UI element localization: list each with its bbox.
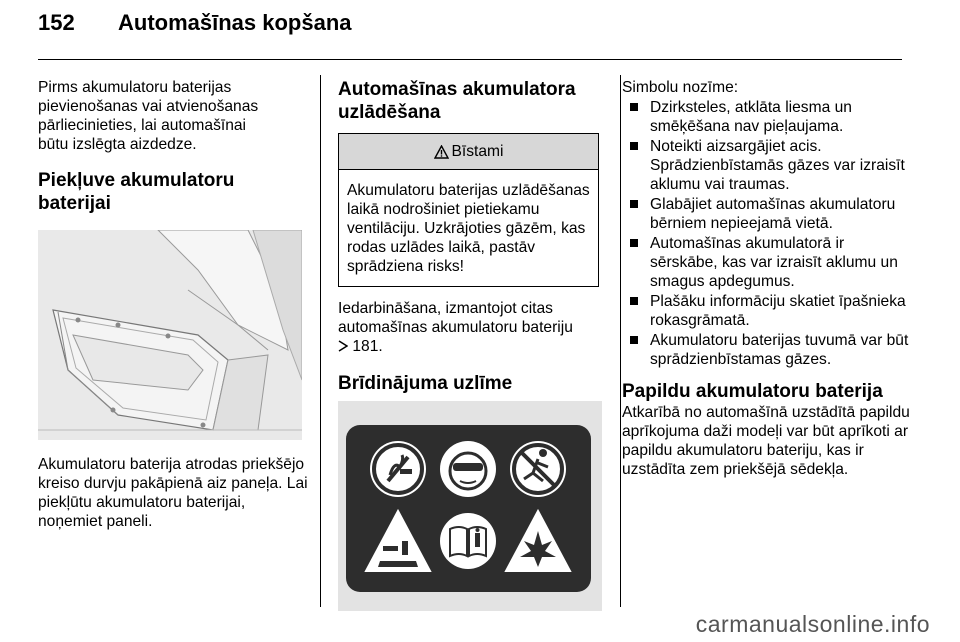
list-item: Glabājiet automašīnas akumulatoru bērniem nepieejamā vietā. — [622, 195, 912, 233]
column-divider — [620, 75, 621, 607]
column-1 — [38, 78, 308, 531]
page-number: 152 — [38, 10, 75, 35]
column-3 — [622, 78, 912, 479]
section-heading-access: Piekļuve akumulatoru baterijai — [38, 170, 235, 214]
header-rule — [38, 59, 902, 60]
danger-title: Bīstami — [451, 143, 504, 160]
danger-box — [338, 133, 599, 287]
jump-start-reference — [338, 299, 608, 356]
bullet-icon — [630, 142, 638, 150]
read-manual-icon — [440, 513, 496, 569]
section-heading-aux-battery: Papildu akumulatoru baterija — [622, 381, 883, 402]
illustration-caption: Akumulatoru baterija atrodas priekšējo kreiso durvju pakāpienā aiz paneļa. Lai piekļūtu akumulatoru baterijai, noņemiet paneli. — [38, 456, 308, 530]
warning-triangle-icon — [434, 145, 449, 159]
page-title: Automašīnas kopšana — [118, 10, 352, 35]
bullet-icon — [630, 336, 638, 344]
list-item: Automašīnas akumulatorā ir sērskābe, kas var izraisīt aklumu un smagus apdegumus. — [622, 234, 912, 291]
no-open-flame-icon — [370, 441, 426, 497]
jump-start-text: Iedarbināšana, izmantojot citas automašīnas akumulatoru bateriju — [338, 300, 573, 336]
page-reference-arrow-icon — [338, 340, 348, 352]
intro-paragraph: Pirms akumulatoru baterijas pievienošanas vai atvienošanas pārliecinieties, lai automašīnai būtu izslēgta aizdedze. — [38, 79, 259, 153]
list-item: Akumulatoru baterijas tuvumā var būt sprādzienbīstamas gāzes. — [622, 331, 912, 369]
warning-label-image — [338, 401, 602, 611]
section-heading-label: Brīdinājuma uzlīme — [338, 373, 513, 394]
page-reference-link[interactable]: 181. — [352, 338, 383, 355]
step-panel-illustration — [38, 230, 302, 440]
section-heading-charging: Automašīnas akumulatora uzlādēšana — [338, 79, 576, 123]
bullet-icon — [630, 239, 638, 247]
bullet-icon — [630, 200, 638, 208]
danger-box-header — [339, 134, 598, 170]
list-item: Noteikti aizsargājiet acis. Sprādzienbīstamās gāzes var izraisīt aklumu vai traumas. — [622, 137, 912, 194]
aux-battery-text: Atkarībā no automašīnā uzstādītā papildu aprīkojuma daži modeļi var būt aprīkoti ar papildu akumulatoru bateriju, kas ir uzstādīta zem priekšējā sēdekļa. — [622, 404, 910, 478]
keep-away-children-icon — [510, 441, 566, 497]
watermark: carmanualsonline.info — [695, 611, 930, 637]
bullet-icon — [630, 103, 638, 111]
list-item: Dzirksteles, atklāta liesma un smēķēšana nav pieļaujama. — [622, 98, 912, 136]
step-panel-drawing — [38, 230, 302, 440]
warning-label-drawing — [338, 401, 602, 611]
column-2 — [338, 78, 608, 611]
eye-protection-icon — [440, 441, 496, 497]
symbols-label: Simbolu nozīme: — [622, 79, 739, 96]
danger-text: Akumulatoru baterijas uzlādēšanas laikā nodrošiniet pietiekamu ventilāciju. Uzkrājoties gāzēm, kas rodas uzlādes laikā, pastāv sprādziena risks! — [347, 182, 590, 275]
bullet-icon — [630, 297, 638, 305]
list-item: Plašāku informāciju skatiet īpašnieka rokasgrāmatā. — [622, 292, 912, 330]
column-divider — [320, 75, 321, 607]
